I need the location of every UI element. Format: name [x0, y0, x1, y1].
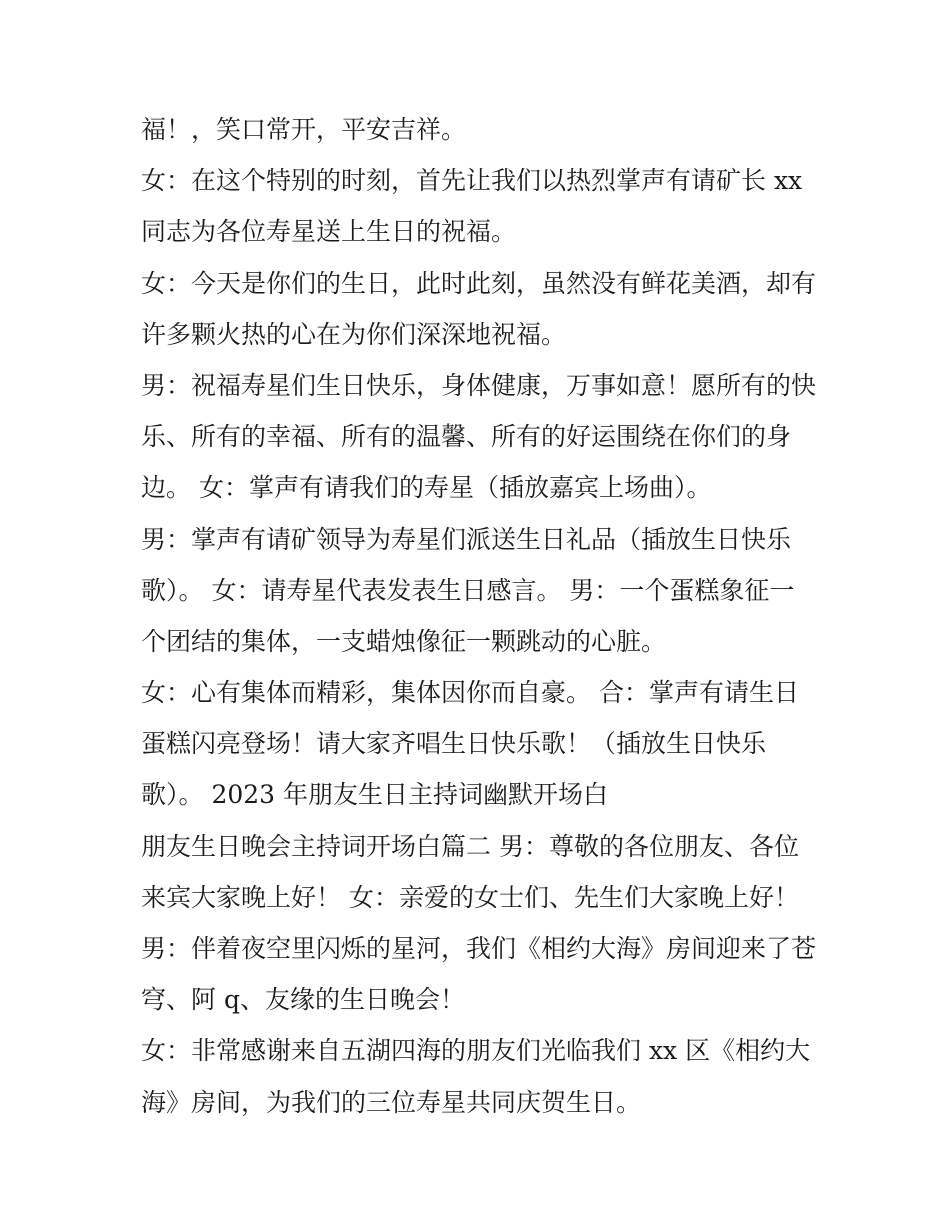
text-line: 男：祝福寿星们生日快乐，身体健康，万事如意！愿所有的快	[141, 370, 817, 400]
text-line: 福！，笑口常开，平安吉祥。	[141, 115, 467, 144]
text-line: 男：掌声有请矿领导为寿星们派送生日礼品（插放生日快乐	[141, 524, 792, 554]
text-line: 乐、所有的幸福、所有的温馨、所有的好运围绕在你们的身	[141, 422, 792, 452]
text-line: 同志为各位寿星送上生日的祝福。	[141, 217, 517, 247]
text-line: 男：伴着夜空里闪烁的星河，我们《相约大海》房间迎来了苍	[141, 934, 817, 963]
text-line: 穹、阿 q、友缘的生日晚会！	[141, 985, 465, 1015]
text-line: 女：今天是你们的生日，此时此刻，虽然没有鲜花美酒，却有	[141, 268, 817, 298]
text-line: 朋友生日晚会主持词开场白篇二 男：尊敬的各位朋友、各位	[141, 831, 799, 861]
document-body	[141, 104, 821, 1128]
text-line: 歌）。 女：请寿星代表发表生日感言。 男：一个蛋糕象征一	[141, 575, 795, 605]
text-line: 蛋糕闪亮登场！请大家齐唱生日快乐歌！（插放生日快乐	[141, 729, 767, 759]
text-line: 个团结的集体，一支蜡烛像征一颗跳动的心脏。	[141, 626, 667, 656]
text-line: 女：非常感谢来自五湖四海的朋友们光临我们 xx 区《相约大	[141, 1036, 811, 1066]
text-line: 许多颗火热的心在为你们深深地祝福。	[141, 319, 567, 349]
text-line: 女：心有集体而精彩，集体因你而自豪。 合：掌声有请生日	[141, 678, 799, 708]
text-line: 海》房间，为我们的三位寿星共同庆贺生日。	[141, 1087, 642, 1117]
text-line: 歌）。 2023 年朋友生日主持词幽默开场白	[141, 780, 609, 810]
text-line: 边。 女：掌声有请我们的寿星（插放嘉宾上场曲）。	[141, 473, 712, 503]
text-line: 来宾大家晚上好！ 女：亲爱的女士们、先生们大家晚上好！	[141, 882, 799, 912]
text-line: 女：在这个特别的时刻，首先让我们以热烈掌声有请矿长 xx	[141, 166, 803, 196]
